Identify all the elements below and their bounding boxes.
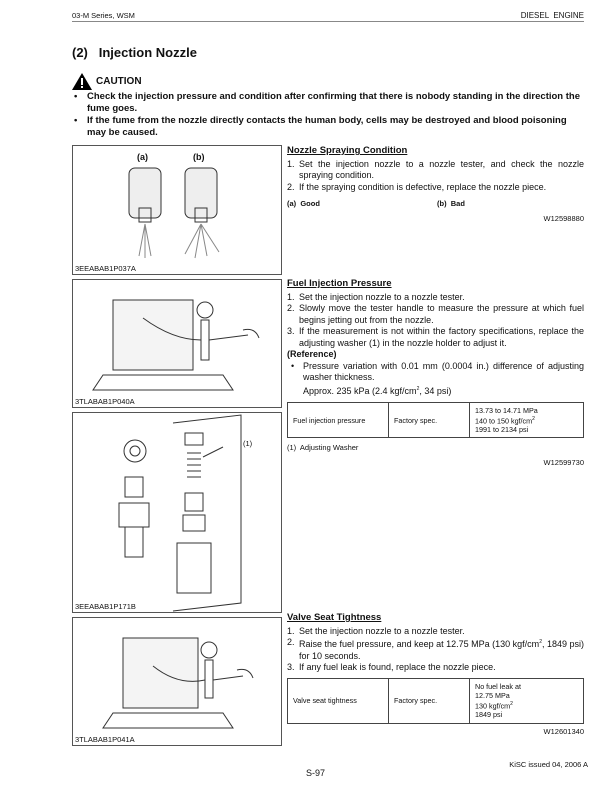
header-section: DIESEL ENGINE xyxy=(520,11,584,20)
section-fuel-injection-pressure: Fuel Injection Pressure 1. Set the injection nozzle to a nozzle tester. 2. Slowly move the tester handle to measure the pressure at which fuel begins jetting out from the nozzle. 3. If the measurement is not within the factory specifications, replace the adjusting washer (1) in the nozzle holder to adjust it. (Reference) • Pressure variation with 0.01 mm (0.0004 in.) difference of adjusting washer thickness. Approx. 235 kPa (2.4 kgf/$cm^2$, 34 psi) Fuel injection pressure Factory spec. 13.73 to 14.71 MPa 140 to 150 kgf/$cm^2$ 1991 to 2134 psi (1) Adjusting Washer W12599730 xyxy=(287,278,584,467)
caution-item: If the fume from the nozzle directly contacts the human body, cells may be destroyed and blood poisoning may be caused. xyxy=(87,115,567,138)
spec-type: Factory spec. xyxy=(389,403,470,438)
nozzle-spray-illustration xyxy=(73,146,281,274)
reference-heading: (Reference) xyxy=(287,349,337,359)
step: Raise the fuel pressure, and keep at 12.75 MPa (130 kgf/$cm^2$, 1849 psi) for 10 seconds. xyxy=(299,639,585,661)
step: If the spraying condition is defective, replace the nozzle piece. xyxy=(299,181,547,192)
section-spraying-condition: Nozzle Spraying Condition 1. Set the injection nozzle to a nozzle tester, and check the nozzle spraying condition. 2. If the spraying condition is defective, replace the nozzle piece. (a) Good (b) Bad W12598880 xyxy=(287,145,584,223)
legend-a: (a) Good xyxy=(287,199,320,208)
figure-valve-seat-test xyxy=(72,617,282,746)
spec-table xyxy=(287,402,584,438)
figure-nozzle-tester xyxy=(72,279,282,408)
spec-item: Fuel injection pressure xyxy=(288,403,389,438)
section-title: Nozzle Spraying Condition xyxy=(287,145,408,156)
reference-code: W12599730 xyxy=(543,457,584,467)
reference-code: W12598880 xyxy=(543,213,584,223)
caution-heading xyxy=(72,73,142,90)
legend-b: (b) Bad xyxy=(437,199,465,208)
spec-value: No fuel leak at 12.75 MPa 130 kgf/$cm^2$ 1849 psi xyxy=(470,678,584,723)
section-title: Valve Seat Tightness xyxy=(287,612,382,623)
section-title: Fuel Injection Pressure xyxy=(287,278,392,289)
figure-label-b: (b) xyxy=(193,152,205,162)
warning-icon xyxy=(72,73,92,90)
step: Set the injection nozzle to a nozzle tester. xyxy=(299,625,465,636)
reference-code: W12601340 xyxy=(543,726,584,736)
spec-type: Factory spec. xyxy=(389,678,470,723)
figure-label-a: (a) xyxy=(137,152,148,162)
spec-item: Valve seat tightness xyxy=(288,678,389,723)
header-manual-name: 03-M Series, WSM xyxy=(72,11,135,20)
figure-caption: 3EEABAB1P171B xyxy=(75,602,136,611)
figure-caption: 3EEABAB1P037A xyxy=(75,264,136,273)
figure-caption: 3TLABAB1P041A xyxy=(75,735,135,744)
caution-list: • Check the injection pressure and condition after confirming that there is nobody standing in the direction the fume goes. • If the fume from the nozzle directly contacts the human body, cells may be destroyed and blood poisoning may be caused. xyxy=(74,91,586,139)
figure-label-1: (1) xyxy=(243,439,253,448)
caution-label: CAUTION xyxy=(96,76,142,87)
figure-note: (1) Adjusting Washer xyxy=(287,443,359,452)
caution-item: Check the injection pressure and condition after confirming that there is nobody standing in the direction the fume goes. xyxy=(87,91,580,114)
spec-table xyxy=(287,678,584,724)
figure-spray-condition xyxy=(72,145,282,275)
approx-value: Approx. 235 kPa (2.4 kgf/$cm^2$, 34 psi) xyxy=(303,385,452,396)
reference-item: Pressure variation with 0.01 mm (0.0004 in.) difference of adjusting washer thickness. xyxy=(303,360,584,382)
step: Slowly move the tester handle to measure the pressure at which fuel begins jetting out from the nozzle. xyxy=(299,303,584,325)
step: Set the injection nozzle to a nozzle tester, and check the nozzle spraying condition. xyxy=(299,158,584,180)
valve-seat-test-illustration xyxy=(73,618,281,745)
section-valve-seat-tightness: Valve Seat Tightness 1. Set the injection nozzle to a nozzle tester. 2. Raise the fuel pressure, and keep at 12.75 MPa (130 kgf/$cm^2$, 1849 psi) for 10 seconds. 3. If any fuel leak is found, replace the nozzle piece. Valve seat tightness Factory spec. No fuel leak at 12.75 MPa 130 kgf/$cm^2$ 1849 psi W12601340 xyxy=(287,612,585,736)
step: Set the injection nozzle to a nozzle tester. xyxy=(299,291,465,302)
nozzle-tester-illustration xyxy=(73,280,281,407)
issue-info: KiSC issued 04, 2006 A xyxy=(509,760,588,769)
spec-value: 13.73 to 14.71 MPa 140 to 150 kgf/$cm^2$ 1991 to 2134 psi xyxy=(470,403,584,438)
page-title: (2) Injection Nozzle xyxy=(72,45,197,60)
figure-nozzle-exploded xyxy=(72,412,282,613)
header-rule xyxy=(72,21,584,22)
step: If any fuel leak is found, replace the nozzle piece. xyxy=(299,662,496,672)
figure-caption: 3TLABAB1P040A xyxy=(75,397,135,406)
page-number: S-97 xyxy=(306,768,326,778)
step: If the measurement is not within the factory specifications, replace the adjusting washer (1) in the nozzle holder to adjust it. xyxy=(299,326,584,348)
